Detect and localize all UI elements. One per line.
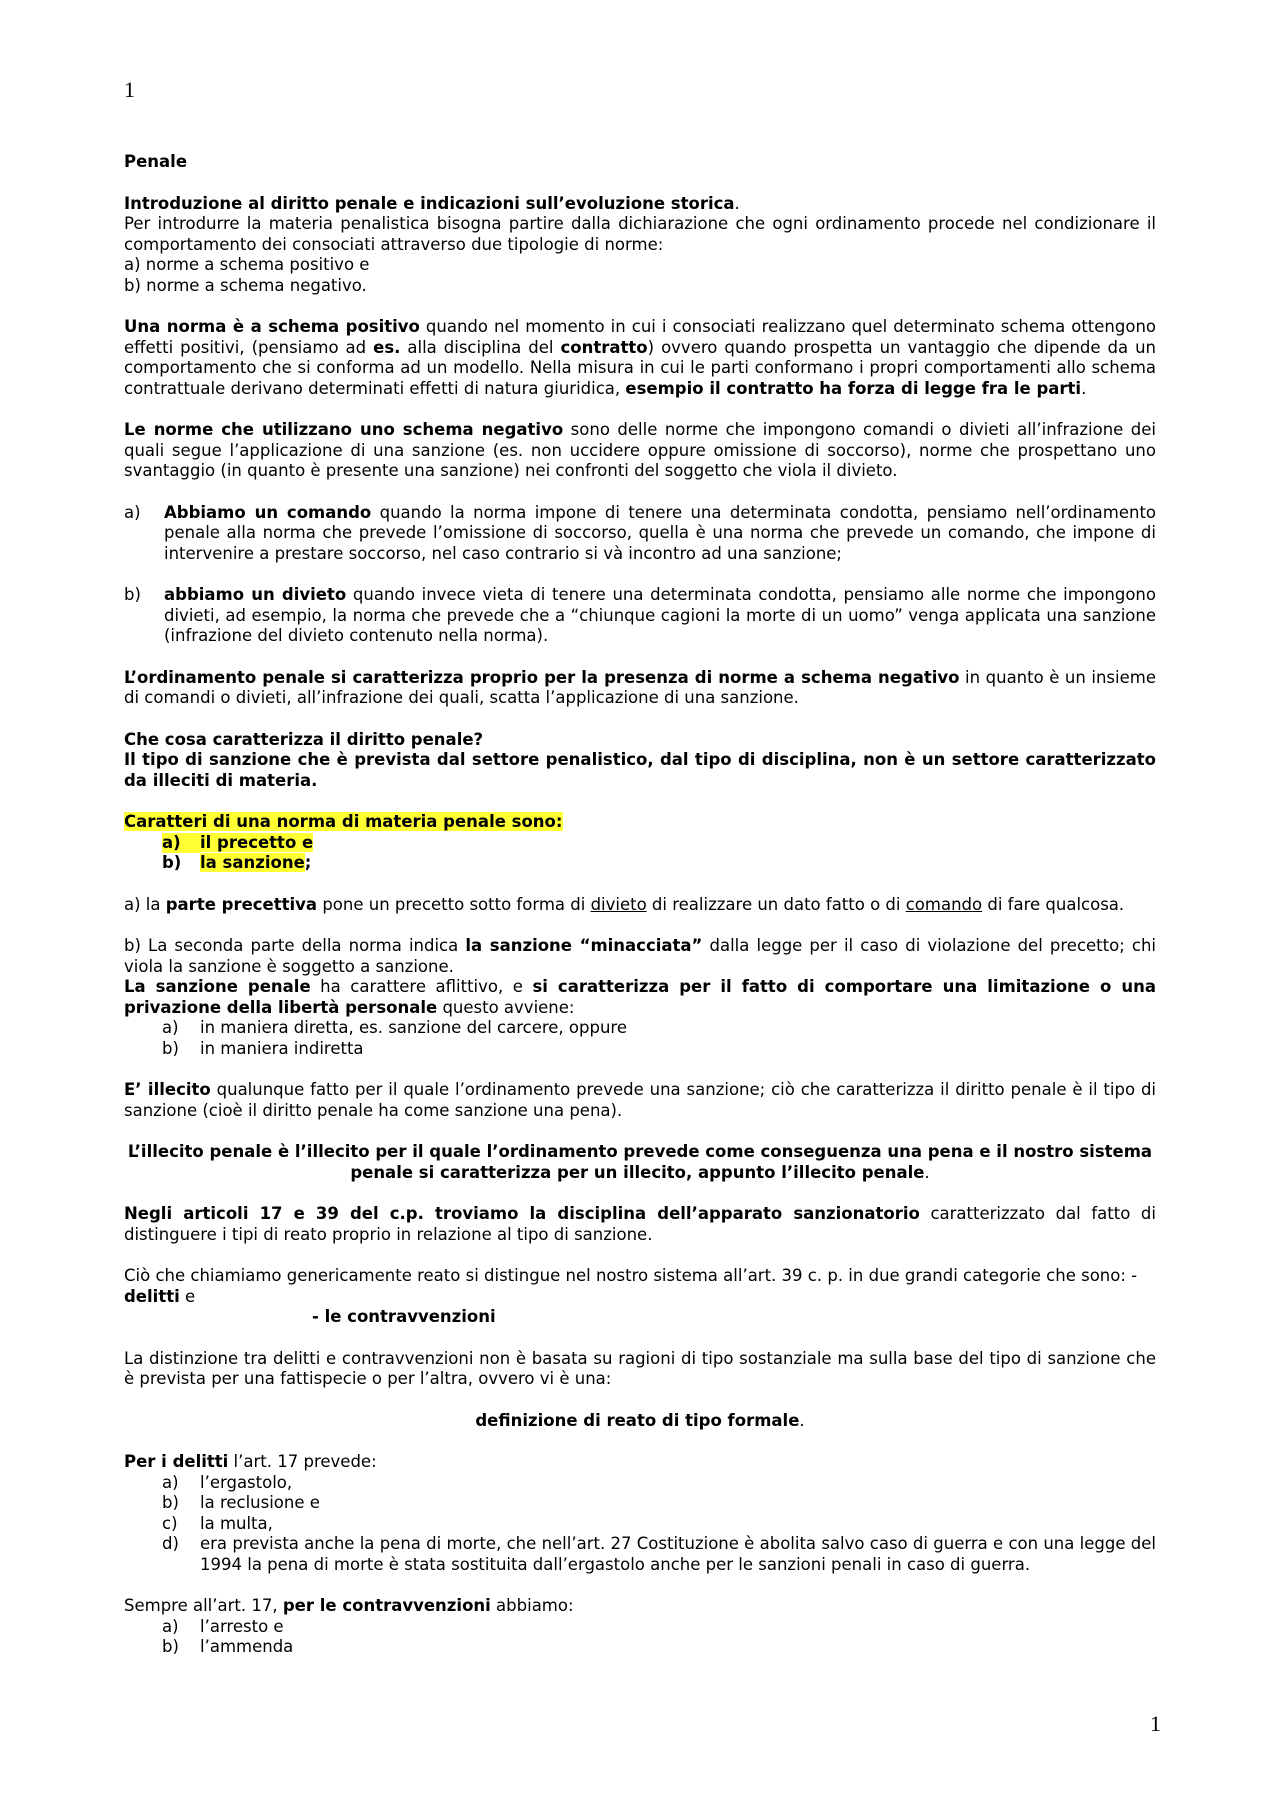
delitti-item-d: d) era prevista anche la pena di morte, che nell’art. 27 Costituzione è abolita salvo caso di guerra e con una legge del 1994 la pena di morte è stata sostituita dall’ergastolo anche per le sanzioni penali in caso di guerra. [162, 1534, 1156, 1574]
negative-schema-paragraph: Le norme che utilizzano uno schema negativo sono delle norme che impongono comandi o divieti all’infrazione dei quali segue l’applicazione di una sanzione (es. non uccidere oppure omissione di soccorso), norme che prospettano uno svantaggio (in quanto è presente una sanzione) nei confronti del soggetto che viola il divieto. [124, 420, 1156, 480]
answer: Il tipo di sanzione che è prevista dal settore penalistico, dal tipo di disciplina, non è un settore caratterizzato da illeciti di materia. [124, 750, 1156, 790]
caratteri-item-a: a) il precetto e [162, 832, 314, 852]
list-marker: a) [162, 833, 200, 854]
list-marker: b) [162, 853, 182, 872]
sanzione-item-a: a) in maniera diretta, es. sanzione del carcere, oppure [162, 1018, 627, 1037]
precettiva-paragraph: a) la parte precettiva pone un precetto sotto forma di divieto di realizzare un dato fatto o di comando di fare qualcosa. [124, 894, 1125, 914]
positive-schema-paragraph: Una norma è a schema positivo quando nel momento in cui i consociati realizzano quel determinato schema ottengono effetti positivi, (pensiamo ad es. alla disciplina del contratto) ovvero quando prospetta un vantaggio che dipende da un comportamento che si conforma ad un modello. Nella misura in cui le parti conformano i propri comportamenti allo schema contrattuale derivano determinati effetti di natura giuridica, esempio il contratto ha forza di legge fra le parti. [124, 317, 1157, 398]
sanzione-penale-paragraph: La sanzione penale ha carattere aflittivo, e si caratterizza per il fatto di comportare una limitazione o una privazione della libertà personale questo avviene: [124, 977, 1156, 1017]
contravvenzioni-item-a: a) l’arresto e [162, 1616, 284, 1636]
ordinamento-paragraph: L’ordinamento penale si caratterizza proprio per la presenza di norme a schema negativo in quanto è un insieme di comandi o divieti, all’infrazione dei quali, scatta l’applicazione di una sanzione. [124, 667, 1156, 707]
list-marker: a) [124, 502, 141, 522]
intro-item-a: a) norme a schema positivo e [124, 255, 370, 274]
question: Che cosa caratterizza il diritto penale? [124, 729, 484, 749]
delitti-item-c: c) la multa, [162, 1513, 273, 1533]
delitti-paragraph: Per i delitti l’art. 17 prevede: [124, 1452, 377, 1471]
illecito-penale-paragraph: L’illecito penale è l’illecito per il quale l’ordinamento prevede come conseguenza una pena e il nostro sistema penale si caratterizza per un illecito, appunto l’illecito penale. [127, 1142, 1153, 1182]
caratteri-title: Caratteri di una norma di materia penale sono: [124, 812, 563, 831]
contravvenzioni-paragraph: Sempre all’art. 17, per le contravvenzioni abbiamo: [124, 1596, 574, 1615]
caratteri-item-b: b) la sanzione; [162, 853, 312, 872]
delitti-item-a: a) l’ergastolo, [162, 1472, 293, 1492]
sanzione-item-b: b) in maniera indiretta [162, 1038, 364, 1058]
page-number-top: 1 [124, 77, 135, 102]
seconda-paragraph: b) La seconda parte della norma indica la sanzione “minacciata” dalla legge per il caso di violazione del precetto; chi viola la sanzione è soggetto a sanzione. [124, 936, 1156, 976]
intro-paragraph: Per introdurre la materia penalistica bisogna partire dalla dichiarazione che ogni ordinamento procede nel condizionare il comportamento dei consociati attraverso due tipologie di norme: [124, 214, 1156, 254]
list-marker: b) [124, 585, 141, 604]
contravvenzioni-item-b: b) l’ammenda [162, 1637, 294, 1656]
comando-item: a) Abbiamo un comando quando la norma impone di tenere una determinata condotta, pensiamo nell’ordinamento penale alla norma che prevede l’omissione di soccorso, quella è una norma che prevede un comando, che impone di intervenire a prestare soccorso, nel caso contrario si và incontro ad una sanzione; [124, 502, 1157, 563]
document-body [124, 152, 1156, 1658]
delitti-item-b: b) la reclusione e [162, 1493, 320, 1512]
document-title: Penale [124, 152, 188, 171]
definizione: definizione di reato di tipo formale. [475, 1410, 805, 1430]
page-number-bottom: 1 [1150, 1711, 1161, 1736]
intro-item-b: b) norme a schema negativo. [124, 275, 367, 295]
section-heading: Introduzione al diritto penale e indicazioni sull’evoluzione storica. [124, 193, 740, 213]
distinzione-paragraph: La distinzione tra delitti e contravvenzioni non è basata su ragioni di tipo sostanziale ma sulla base del tipo di sanzione che è prevista per una fattispecie o per l’altra, ovvero vi è una: [124, 1348, 1156, 1388]
reato-paragraph: Ciò che chiamiamo genericamente reato si distingue nel nostro sistema all’art. 39 c. p. in due grandi categorie che sono: - delitti e [124, 1266, 1138, 1306]
divieto-item: b) abbiamo un divieto quando invece vieta di tenere una determinata condotta, pensiamo alle norme che impongono divieti, ad esempio, la norma che prevede che a “chiunque cagioni la morte di un uomo” venga applicata una sanzione (infrazione del divieto contenuto nella norma). [124, 585, 1156, 645]
articoli-paragraph: Negli articoli 17 e 39 del c.p. troviamo la disciplina dell’apparato sanzionatorio caratterizzato dal fatto di distinguere i tipi di reato proprio in relazione al tipo di sanzione. [124, 1204, 1156, 1244]
illecito-paragraph: E’ illecito qualunque fatto per il quale l’ordinamento prevede una sanzione; ciò che caratterizza il diritto penale è il tipo di sanzione (cioè il diritto penale ha come sanzione una pena). [124, 1080, 1156, 1120]
reato-contravvenzioni: - le contravvenzioni [312, 1307, 496, 1326]
